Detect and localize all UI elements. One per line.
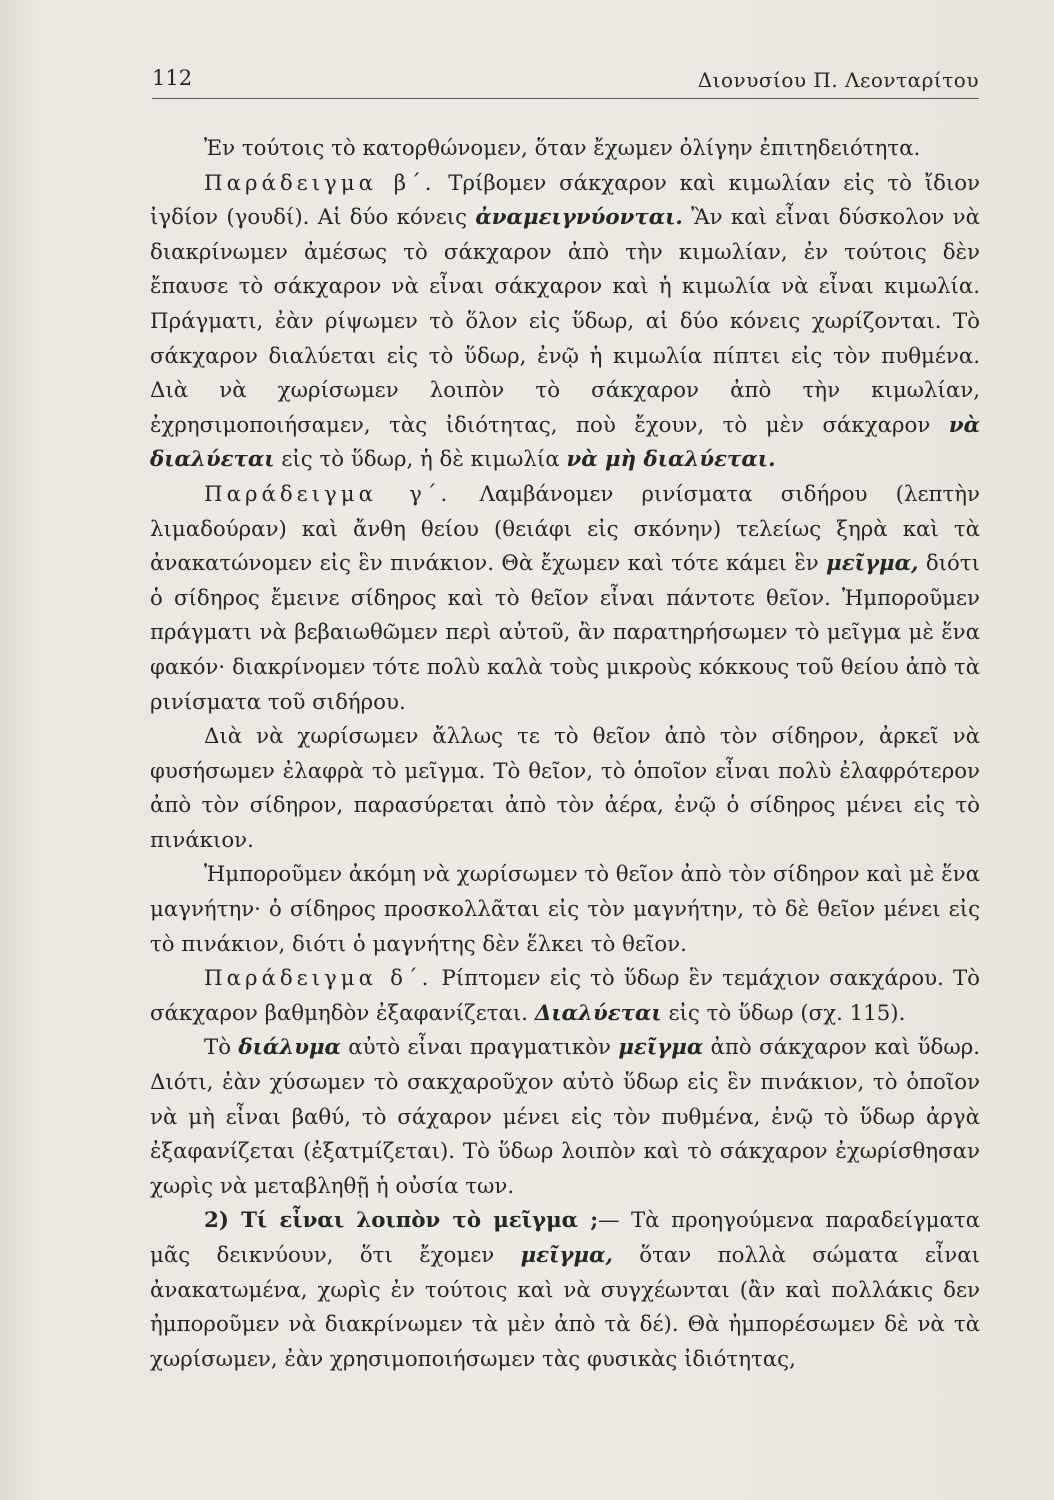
text-run: Ἠμποροῦμεν ἀκόμη νὰ χωρίσωμεν τὸ θεῖον ἀπὸ τὸν σίδηρον καὶ μὲ ἕνα μαγνήτην· ὁ σίδηρος προσκολλᾶται εἰς τὸν μαγνήτην, τὸ δὲ θεῖον μένει εἰς τὸ πινάκιον, διότι ὁ μαγνήτης δὲν ἕλκει τὸ θεῖον.	[150, 862, 980, 957]
page-number: 112	[152, 66, 193, 90]
text-run: Τρίβομεν σάκχαρον καὶ κιμωλίαν εἰς τὸ ἴδιον ἰγδίον (γουδί). Αἱ δύο κόνεις	[150, 170, 981, 231]
paragraph-5	[150, 858, 980, 962]
emphasis: ἀναμειγνύονται.	[475, 205, 683, 231]
text-run: αὐτὸ εἶναι πραγματικὸν	[340, 1035, 619, 1061]
example-label: Παράδειγμα γ΄.	[204, 481, 452, 507]
paragraph-example-c	[150, 478, 980, 720]
text-run: — Τὰ προηγούμενα παραδείγματα μᾶς δεικνύουν, ὅτι ἔχομεν	[150, 1208, 981, 1268]
page-header	[152, 62, 979, 99]
example-label: Παράδειγμα δ΄.	[204, 966, 433, 992]
emphasis: νὰ διαλύεται	[150, 412, 980, 473]
emphasis: Διαλύεται	[534, 1000, 662, 1026]
emphasis: μεῖγμα	[618, 1035, 704, 1061]
paragraph-4	[150, 720, 980, 858]
text-run: Τὸ	[204, 1035, 239, 1061]
paragraph-example-b	[150, 167, 980, 478]
text-run: Ἐν τούτοις τὸ κατορθώνομεν, ὅταν ἔχωμεν ὀλίγην ἐπιτηδειότητα.	[204, 136, 921, 161]
text-run: εἰς τὸ ὕδωρ, ἡ δὲ κιμωλία	[274, 447, 567, 473]
emphasis: μεῖγμα,	[520, 1243, 613, 1268]
section-heading: 2) Τί εἶναι λοιπὸν τὸ μεῖγμα ;	[204, 1208, 599, 1234]
emphasis: διάλυμα	[238, 1035, 341, 1061]
text-run: διότι ὁ σίδηρος ἔμεινε σίδηρος καὶ τὸ θεῖον εἶναι πάντοτε θεῖον. Ἠμποροῦμεν πράγματι νὰ βεβαιωθῶμεν περὶ αὐτοῦ, ἂν παρατηρήσωμεν τὸ μεῖγμα μὲ ἕνα φακόν· διακρίνομεν τότε πολὺ καλὰ τοὺς μικροὺς κόκκους τοῦ θείου ἀπὸ τὰ ρινίσματα τοῦ σιδήρου.	[150, 551, 980, 715]
paragraph-example-d	[150, 962, 980, 1031]
text-run: ἀπὸ σάκχαρον καὶ ὕδωρ. Διότι, ἐὰν χύσωμεν τὸ σακχαροῦχον αὐτὸ ὕδωρ εἰς ἓν πινάκιον, τὸ ὁποῖον νὰ μὴ εἶναι βαθύ, τὸ σάχαρον μένει εἰς τὸν πυθμένα, ἐνῷ τὸ ὕδωρ ἀργὰ ἐξαφανίζεται (ἐξατμίζεται). Τὸ ὕδωρ λοιπὸν καὶ τὸ σάκχαρον ἐχωρίσθησαν χωρὶς νὰ μεταβληθῇ ἡ οὐσία των.	[150, 1035, 980, 1199]
emphasis: νὰ μὴ διαλύεται.	[566, 447, 776, 473]
text-run: Διὰ νὰ χωρίσωμεν ἄλλως τε τὸ θεῖον ἀπὸ τὸν σίδηρον, ἀρκεῖ νὰ φυσήσωμεν ἐλαφρὰ τὸ μεῖγμα. Τὸ θεῖον, τὸ ὁποῖον εἶναι πολὺ ἐλαφρότερον ἀπὸ τὸν σίδηρον, παρασύρεται ἀπὸ τὸν ἀέρα, ἐνῷ ὁ σίδηρος μένει εἰς τὸ πινάκιον.	[150, 724, 980, 853]
emphasis: μεῖγμα,	[826, 551, 919, 577]
text-run: εἰς τὸ ὕδωρ (σχ. 115).	[661, 1000, 906, 1026]
text-run: Ρίπτομεν εἰς τὸ ὕδωρ ἓν τεμάχιον σακχάρου. Τὸ σάκχαρον βαθμηδὸν ἐξαφανίζεται.	[150, 966, 980, 1026]
paragraph-section-2	[150, 1204, 980, 1377]
paragraph-7	[150, 1031, 980, 1204]
paragraph-1	[150, 132, 980, 167]
body-text	[150, 132, 980, 1377]
example-label: Παράδειγμα β΄.	[204, 170, 436, 196]
text-run: Λαμβάνομεν ρινίσματα σιδήρου (λεπτὴν λιμαδούραν) καὶ ἄνθη θείου (θειάφι εἰς σκόνην) τελείως ξηρὰ καὶ τὰ ἀνακατώνομεν εἰς ἓν πινάκιον. Θὰ ἔχωμεν καὶ τότε κάμει ἓν	[150, 481, 980, 577]
text-run: ὅταν πολλὰ σώματα εἶναι ἀνακατωμένα, χωρὶς ἐν τούτοις καὶ νὰ συγχέωνται (ἂν καὶ πολλάκις δεν ἠμποροῦμεν νὰ διακρίνωμεν τὰ μὲν ἀπὸ τὰ δέ). Θὰ ἠμπορέσωμεν δὲ νὰ τὰ χωρίσωμεν, ἐὰν χρησιμοποιήσωμεν τὰς φυσικὰς ἰδιότητας,	[150, 1243, 980, 1372]
running-head: Διονυσίου Π. Λεονταρίτου	[697, 68, 979, 92]
text-run: Ἂν καὶ εἶναι δύσκολον νὰ διακρίνωμεν ἀμέσως τὸ σάκχαρον ἀπὸ τὴν κιμωλίαν, ἐν τούτοις δὲν ἔπαυσε τὸ σάκχαρον νὰ εἶναι σάκχαρον καὶ ἡ κιμωλία νὰ εἶναι κιμωλία. Πράγματι, ἐὰν ρίψωμεν τὸ ὅλον εἰς ὕδωρ, αἱ δύο κόνεις χωρίζονται. Τὸ σάκχαρον διαλύεται εἰς τὸ ὕδωρ, ἐνῷ ἡ κιμωλία πίπτει εἰς τὸν πυθμένα. Διὰ νὰ χωρίσωμεν λοιπὸν τὸ σάκχαρον ἀπὸ τὴν κιμωλίαν, ἐχρησιμοποιήσαμεν, τὰς ἰδιότητας, ποὺ ἔχουν, τὸ μὲν σάκχαρον	[150, 205, 981, 438]
